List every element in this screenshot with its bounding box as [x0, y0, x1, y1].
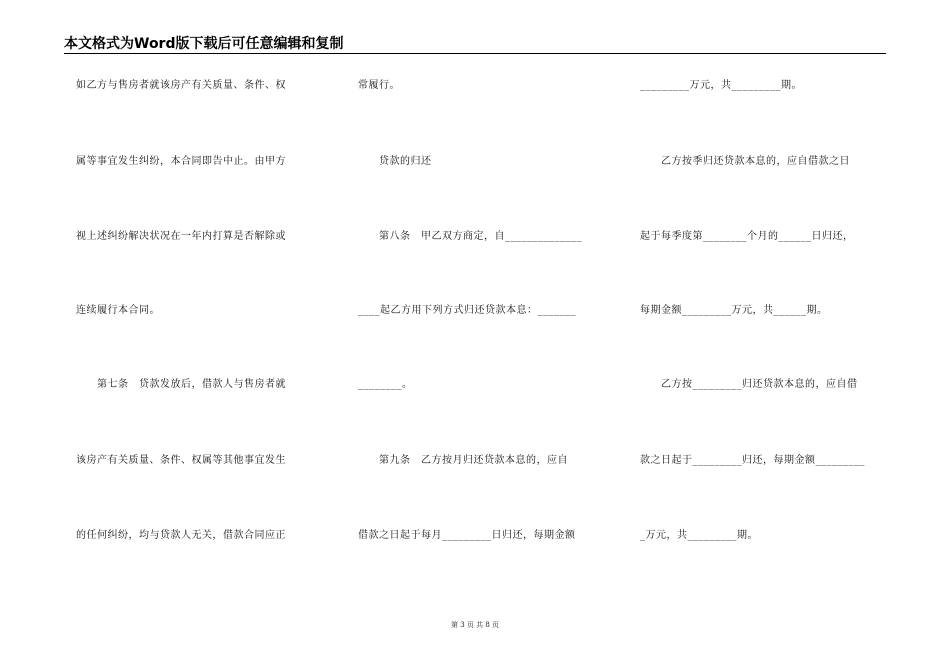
text-line: 的任何纠纷，均与贷款人无关，借款合同应正 — [76, 530, 286, 541]
text-line: 起于每季度第________个月的______日归还， — [640, 231, 854, 242]
text-line: 第七条 贷款发放后，借款人与售房者就 — [76, 379, 286, 390]
text-line: 连续履行本合同。 — [76, 305, 160, 316]
text-line: 第八条 甲乙双方商定，自______________ — [358, 231, 582, 242]
text-line: _万元，共_________期。 — [640, 530, 758, 541]
text-line: 该房产有关质量、条件、权属等其他事宜发生 — [76, 455, 286, 466]
text-line: 乙方按_________归还贷款本息的，应自借 — [640, 379, 858, 390]
page-header-title: 本文格式为Word版下载后可任意编辑和复制 — [64, 36, 344, 52]
text-line: 借款之日起于每月_________日归还，每期金额 — [358, 530, 576, 541]
text-line: 常履行。 — [358, 80, 400, 91]
text-line: 乙方按季归还贷款本息的，应自借款之日 — [640, 156, 850, 167]
text-line: 每期金额_________万元，共______期。 — [640, 305, 828, 316]
text-line: ____起乙方用下列方式归还贷款本息：_______ — [358, 305, 576, 316]
text-line: _________万元，共_________期。 — [640, 80, 802, 91]
text-line: 款之日起于_________归还，每期金额_________ — [640, 455, 865, 466]
text-line: 如乙方与售房者就该房产有关质量、条件、权 — [76, 80, 286, 91]
text-line: ________。 — [358, 379, 413, 390]
text-line: 第九条 乙方按月归还贷款本息的，应自 — [358, 455, 568, 466]
text-line: 属等事宜发生纠纷，本合同即告中止。由甲方 — [76, 156, 286, 167]
text-line: 视上述纠纷解决状况在一年内打算是否解除或 — [76, 231, 286, 242]
page-number-footer: 第 3 页 共 8 页 — [450, 621, 500, 629]
header-divider — [64, 53, 886, 54]
text-line: 贷款的归还 — [358, 156, 432, 167]
